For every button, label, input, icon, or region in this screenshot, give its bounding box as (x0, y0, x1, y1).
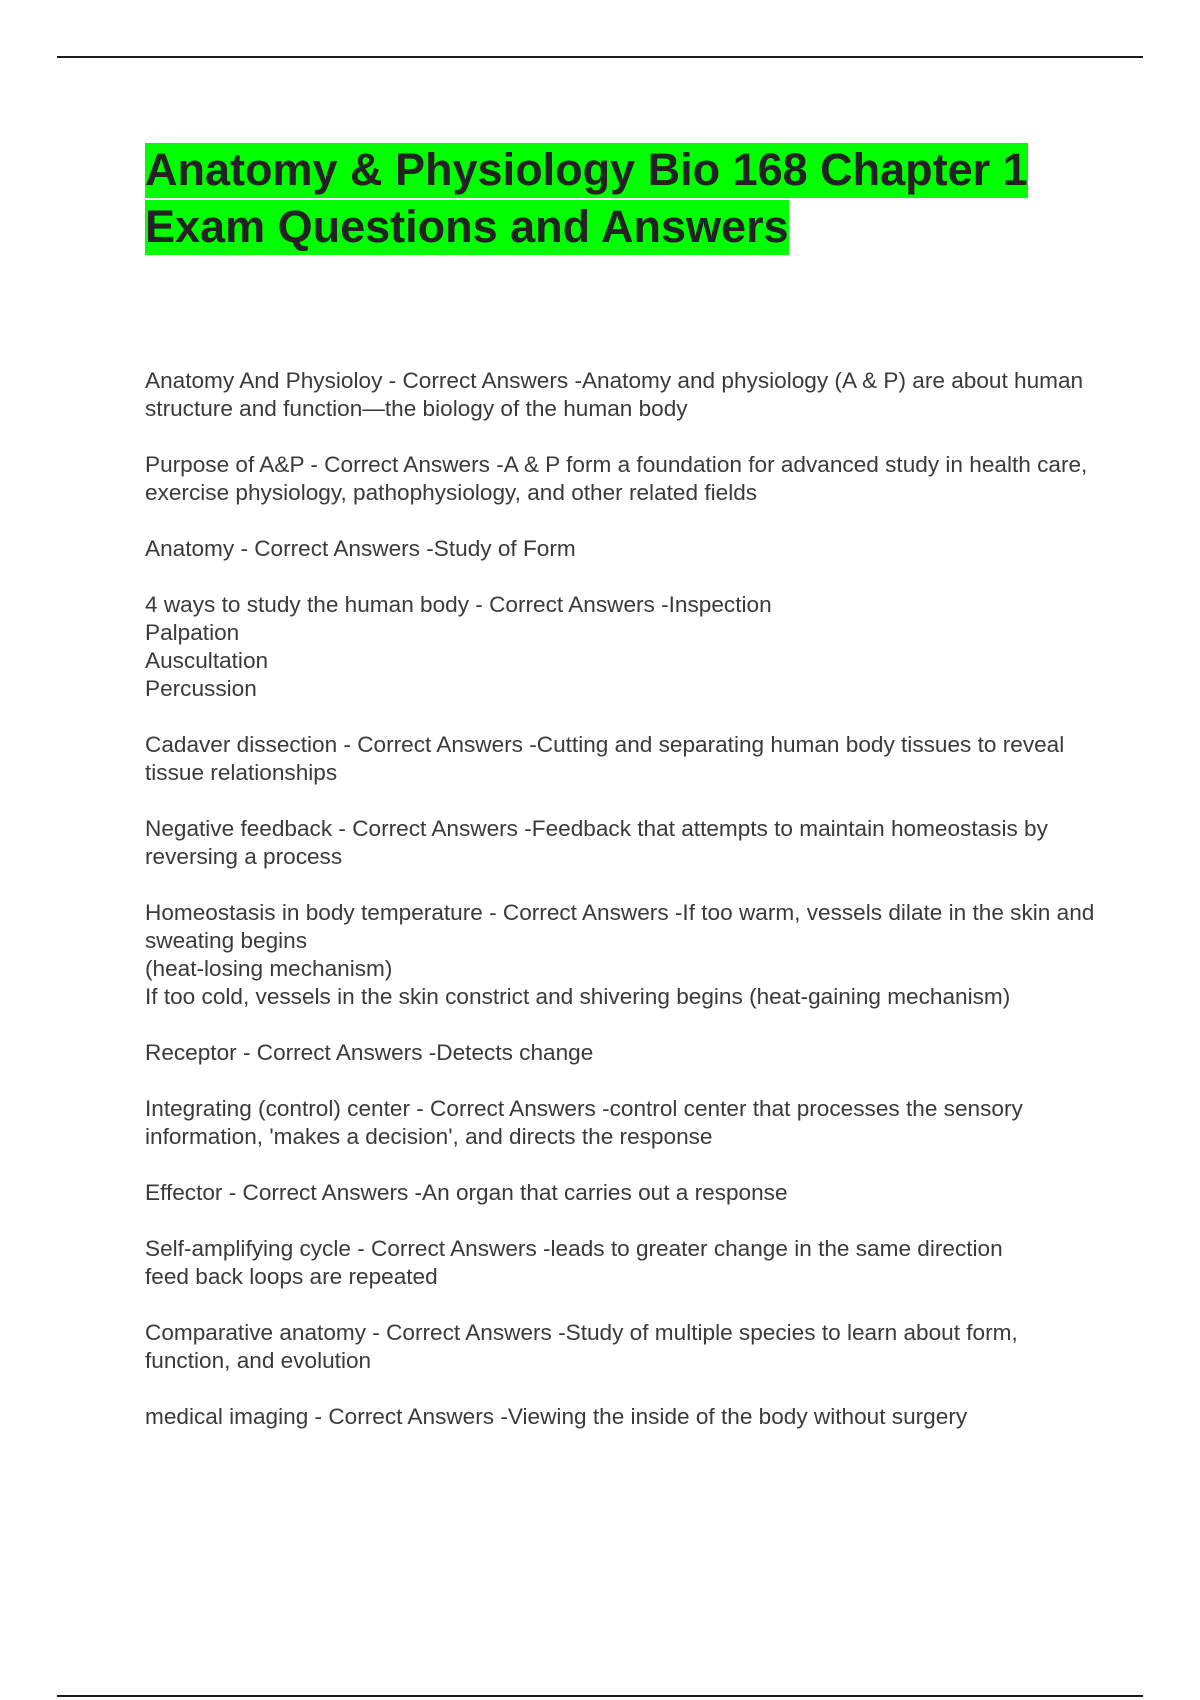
qa-item: Anatomy - Correct Answers -Study of Form (145, 536, 576, 561)
qa-item: Comparative anatomy - Correct Answers -Study of multiple species to learn about form, function, and evolution (145, 1320, 1018, 1373)
document-title-highlight: Anatomy & Physiology Bio 168 Chapter 1 Exam Questions and Answers (145, 143, 1028, 255)
top-rule (57, 56, 1143, 58)
qa-item: Effector - Correct Answers -An organ that carries out a response (145, 1180, 788, 1205)
qa-item: Receptor - Correct Answers -Detects change (145, 1040, 594, 1065)
qa-item: Cadaver dissection - Correct Answers -Cutting and separating human body tissues to reveal tissue relationships (145, 732, 1065, 785)
qa-list (145, 367, 1095, 1459)
bottom-rule (57, 1695, 1143, 1697)
qa-item: Purpose of A&P - Correct Answers -A & P form a foundation for advanced study in health care, exercise physiology, pathophysiology, and other related fields (145, 452, 1088, 505)
document-title (145, 141, 1105, 255)
qa-item: Self-amplifying cycle - Correct Answers -leads to greater change in the same direction feed back loops are repeated (145, 1236, 1003, 1289)
qa-item: Integrating (control) center - Correct Answers -control center that processes the sensory information, 'makes a decision', and directs the response (145, 1096, 1023, 1149)
qa-item: Negative feedback - Correct Answers -Feedback that attempts to maintain homeostasis by reversing a process (145, 816, 1048, 869)
qa-item: Homeostasis in body temperature - Correct Answers -If too warm, vessels dilate in the skin and sweating begins (heat-losing mechanism) If too cold, vessels in the skin constrict and shivering begins (heat-gaining mechanism) (145, 900, 1095, 1009)
qa-item: medical imaging - Correct Answers -Viewing the inside of the body without surgery (145, 1404, 968, 1429)
qa-item: Anatomy And Physioloy - Correct Answers -Anatomy and physiology (A & P) are about human structure and function—the biology of the human body (145, 368, 1084, 421)
qa-item: 4 ways to study the human body - Correct Answers -Inspection Palpation Auscultation Percussion (145, 592, 772, 701)
